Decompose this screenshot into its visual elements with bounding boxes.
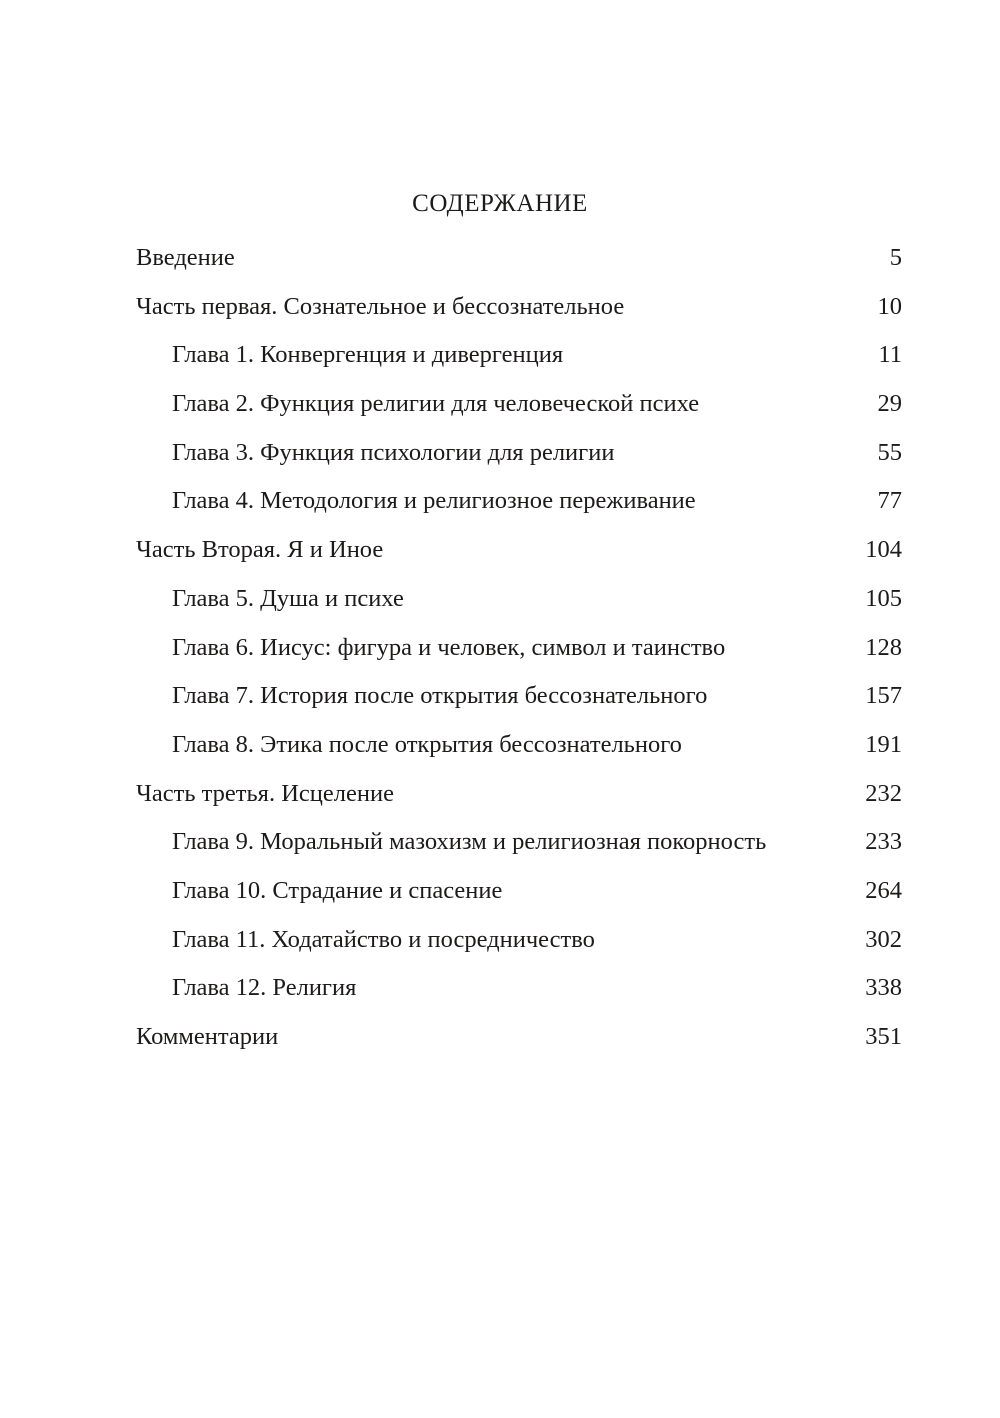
toc-entry-label: Часть третья. Исцеление bbox=[136, 779, 394, 807]
toc-chapter-entry bbox=[0, 916, 1000, 965]
toc-chapter-entry bbox=[0, 867, 1000, 916]
toc-entry-page-number: 10 bbox=[877, 292, 902, 320]
toc-part-entry bbox=[0, 234, 1000, 283]
toc-entry-page-number: 302 bbox=[865, 925, 902, 953]
toc-chapter-entry bbox=[0, 477, 1000, 526]
toc-list bbox=[0, 234, 1000, 1062]
toc-title: СОДЕРЖАНИЕ bbox=[412, 190, 588, 217]
toc-entry-page-number: 77 bbox=[877, 487, 902, 515]
toc-part-entry bbox=[0, 770, 1000, 819]
toc-entry-label: Глава 10. Страдание и спасение bbox=[172, 876, 503, 904]
toc-entry-label: Глава 7. История после открытия бессознательного bbox=[172, 682, 708, 710]
toc-entry-page-number: 105 bbox=[865, 584, 902, 612]
toc-part-entry bbox=[0, 526, 1000, 575]
toc-entry-label: Глава 5. Душа и психе bbox=[172, 584, 404, 612]
toc-entry-label: Часть первая. Сознательное и бессознательное bbox=[136, 292, 625, 320]
toc-entry-page-number: 128 bbox=[865, 633, 902, 661]
toc-chapter-entry bbox=[0, 331, 1000, 380]
toc-chapter-entry bbox=[0, 721, 1000, 770]
toc-entry-label: Комментарии bbox=[136, 1023, 279, 1050]
toc-entry-label: Часть Вторая. Я и Иное bbox=[136, 536, 384, 564]
toc-entry-page-number: 11 bbox=[878, 341, 902, 369]
toc-entry-page-number: 5 bbox=[889, 244, 902, 271]
toc-chapter-entry bbox=[0, 672, 1000, 721]
toc-entry-label: Глава 2. Функция религии для человеческой психе bbox=[172, 390, 700, 418]
toc-entry-label: Глава 9. Моральный мазохизм и религиозная покорность bbox=[172, 828, 767, 856]
toc-chapter-entry bbox=[0, 575, 1000, 624]
toc-entry-page-number: 55 bbox=[877, 438, 902, 466]
toc-entry-label: Глава 6. Иисус: фигура и человек, символ и таинство bbox=[172, 633, 726, 661]
toc-entry-label: Глава 3. Функция психологии для религии bbox=[172, 438, 615, 466]
toc-part-entry bbox=[0, 1013, 1000, 1062]
toc-entry-page-number: 157 bbox=[865, 682, 902, 710]
toc-entry-page-number: 104 bbox=[865, 536, 902, 564]
toc-entry-page-number: 264 bbox=[865, 876, 902, 904]
toc-entry-page-number: 338 bbox=[865, 974, 902, 1002]
toc-entry-page-number: 351 bbox=[865, 1023, 902, 1050]
toc-chapter-entry bbox=[0, 429, 1000, 478]
toc-entry-page-number: 29 bbox=[877, 390, 902, 418]
toc-entry-label: Глава 8. Этика после открытия бессознательного bbox=[172, 730, 682, 758]
toc-entry-page-number: 233 bbox=[865, 828, 902, 856]
toc-entry-page-number: 232 bbox=[865, 779, 902, 807]
toc-entry-label: Глава 4. Методология и религиозное переживание bbox=[172, 487, 696, 515]
toc-chapter-entry bbox=[0, 964, 1000, 1013]
toc-part-entry bbox=[0, 283, 1000, 332]
toc-entry-label: Глава 1. Конвергенция и дивергенция bbox=[172, 341, 564, 369]
toc-chapter-entry bbox=[0, 624, 1000, 673]
toc-entry-label: Глава 12. Религия bbox=[172, 974, 357, 1002]
toc-chapter-entry bbox=[0, 818, 1000, 867]
toc-chapter-entry bbox=[0, 380, 1000, 429]
toc-entry-page-number: 191 bbox=[865, 730, 902, 758]
toc-entry-label: Введение bbox=[136, 244, 235, 271]
toc-entry-label: Глава 11. Ходатайство и посредничество bbox=[172, 925, 595, 953]
